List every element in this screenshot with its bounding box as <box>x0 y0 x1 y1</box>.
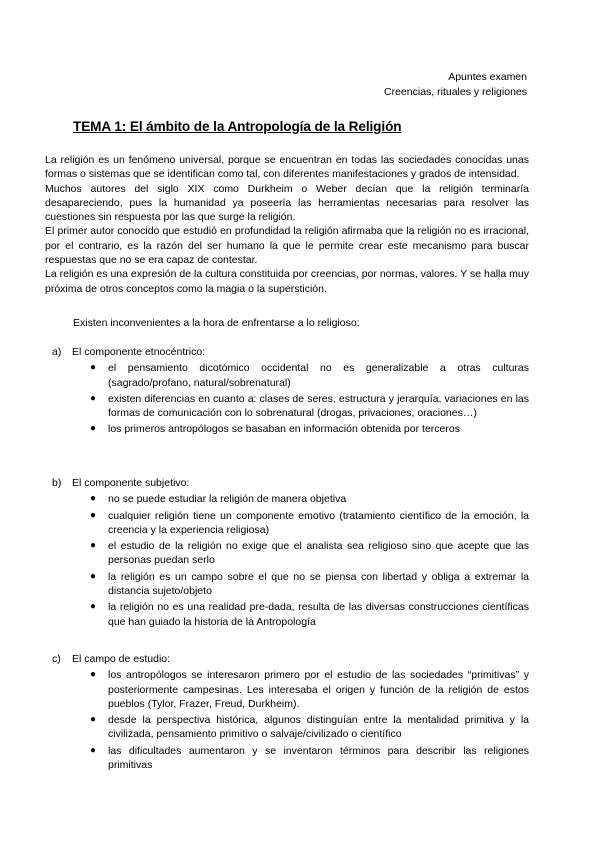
list-item <box>88 539 529 568</box>
list-item <box>88 392 529 421</box>
section-title: El componente subjetivo: <box>72 477 190 489</box>
section-c <box>52 652 529 774</box>
bullet-icon: ● <box>90 540 97 552</box>
section-b <box>52 476 529 631</box>
section-title: El componente etnocéntrico: <box>72 346 206 358</box>
list-item <box>88 492 529 506</box>
list-item <box>88 422 529 436</box>
section-heading <box>52 652 529 666</box>
list-item-text: no se puede estudiar la religión de manera objetiva <box>108 493 347 506</box>
list-item-text: las dificultades aumentaron y se inventaron términos para describir las religiones primitivas <box>108 744 529 772</box>
section-a <box>52 345 529 439</box>
bullet-icon: ● <box>90 714 97 726</box>
list-item-text: cualquier religión tiene un componente emotivo (tratamiento científico de la emoción, la creencia y la experiencia religiosa) <box>108 509 529 536</box>
bullet-icon: ● <box>90 362 97 374</box>
bullet-icon: ● <box>90 392 97 404</box>
bullet-icon: ● <box>90 423 97 435</box>
bullet-list <box>52 361 529 436</box>
list-item-text: los primeros antropólogos se basaban en información obtenida por terceros <box>108 423 460 436</box>
intro-paragraph-3: El primer autor conocido que estudió en profundidad la religión afirmaba que la religión no es irracional, por el contrario, es la razón del ser humano la que le permite crear este mecanismo para buscar respuestas que no se era capaz de contestar. <box>45 225 529 267</box>
list-item <box>88 713 529 742</box>
document-title: TEMA 1: El ámbito de la Antropología de la Religión <box>73 119 402 134</box>
bullet-icon: ● <box>90 744 97 756</box>
header-line-2: Creencias, rituales y religiones <box>384 86 527 98</box>
list-item-text: el pensamiento dicotómico occidental no es generalizable a otras culturas (sagrado/profano, natural/sobrenatural) <box>108 362 529 389</box>
section-title: El campo de estudio: <box>72 653 171 665</box>
list-item <box>88 570 529 599</box>
list-item-text: el estudio de la religión no exige que el analista sea religioso sino que acepte que las personas puedan serlo <box>108 540 529 567</box>
section-letter: c) <box>52 653 61 665</box>
bullet-list <box>52 492 529 629</box>
list-item-text: existen diferencias en cuanto a: clases de seres, estructura y jerarquía, variaciones en las formas de comunicación con lo sobrenatural (drogas, privaciones, oraciones…) <box>108 392 529 420</box>
header-line-1: Apuntes examen <box>448 71 527 83</box>
section-letter: b) <box>52 477 62 489</box>
bullet-icon: ● <box>90 509 97 521</box>
list-item <box>88 509 529 538</box>
intro-text <box>45 153 529 296</box>
list-item-text: la religión es un campo sobre el que no se piensa con libertad y obliga a extremar la distancia sujeto/objeto <box>108 570 529 598</box>
list-item <box>88 361 529 390</box>
bullet-icon: ● <box>90 570 97 582</box>
lead-sentence: Existen inconvenientes a la hora de enfrentarse a lo religioso: <box>73 317 360 329</box>
list-item <box>88 668 529 711</box>
list-item <box>88 600 529 629</box>
bullet-icon: ● <box>90 493 97 505</box>
section-heading <box>52 345 529 359</box>
list-item <box>88 744 529 773</box>
intro-paragraph-4: La religión es una expresión de la cultura constituida por creencias, por normas, valores. Y se halla muy próxima de otros conceptos como la magia o la superstición. <box>45 268 529 295</box>
document-header <box>384 70 527 100</box>
bullet-icon: ● <box>90 601 97 613</box>
intro-paragraph-1: La religión es un fenómeno universal, porque se encuentran en todas las sociedades conocidas unas formas o sistemas que se identifican como tal, con diferentes manifestaciones y grados de intensidad. <box>45 154 529 181</box>
bullet-list <box>52 668 529 772</box>
bullet-icon: ● <box>90 669 97 681</box>
section-heading <box>52 476 529 490</box>
intro-paragraph-2: Muchos autores del siglo XIX como Durkheim o Weber decían que la religión terminaría desapareciendo, pues la humanidad ya poseería las herramientas necesarias para resolver las cuestiones sin respuesta por las que surge la religión. <box>45 182 529 224</box>
section-letter: a) <box>52 346 62 358</box>
list-item-text: la religión no es una realidad pre-dada, resulta de las diversas construcciones científicas que han guiado la historia de la Antropología <box>108 601 529 628</box>
list-item-text: desde la perspectiva histórica, algunos distinguían entre la mentalidad primitiva y la civilizada, pensamiento primitivo o salvaje/civilizado o científico <box>108 714 529 741</box>
list-item-text: los antropólogos se interesaron primero por el estudio de las sociedades “primitivas” y posteriormente campesinas. Les interesaba el origen y función de la religión de estos pueblos (Tylor, Frazer, Freud, Durkheim). <box>108 669 529 710</box>
